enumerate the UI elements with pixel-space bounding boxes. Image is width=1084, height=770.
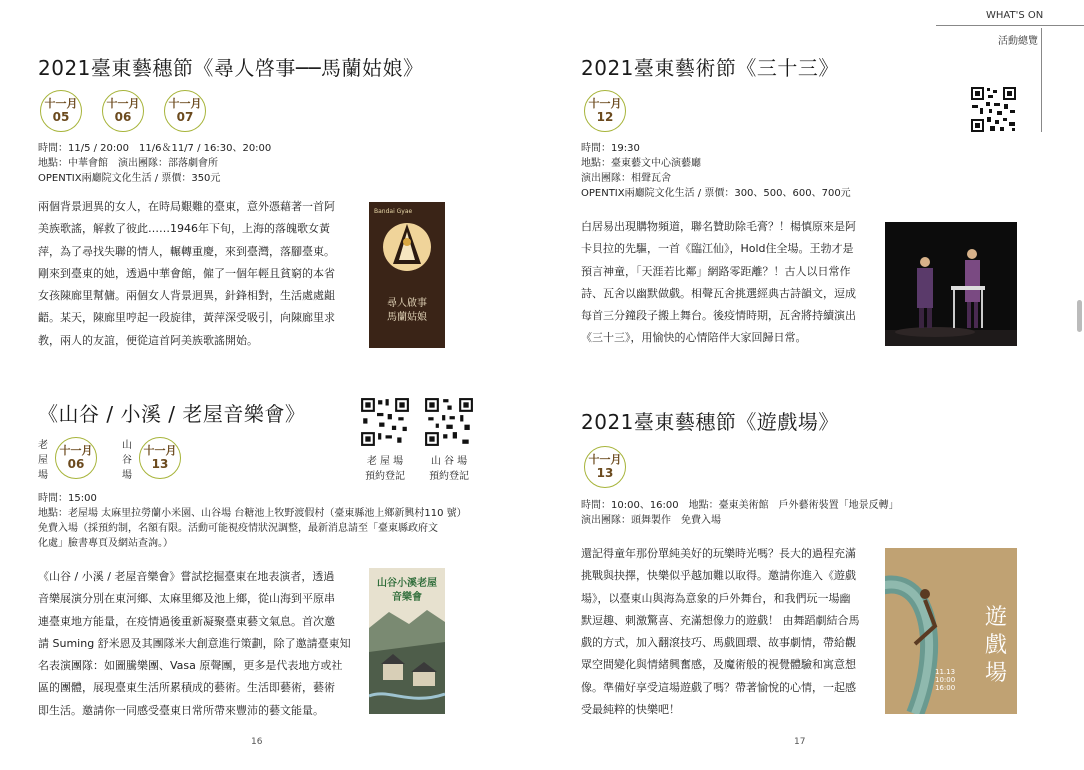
venue-label: 老 屋 場 [38, 440, 48, 481]
event-description: 兩個背景迥異的女人，在時局艱難的臺東，意外憑藉著一首阿 美族歌謠，解救了彼此……1946年下旬，上海的落魄歌女黃 萍，為了尋找失聯的情人，輾轉重慶，來到臺灣，落腳臺東。 剛來到臺東的她，透過中華會館，僱了一個年輕且貧窮的本省 女孩陳廊里幫傭。兩個女人背景迥異，針鋒相對，生活處處齟 齬。某天，陳廊里哼起一段旋律，黃萍深受吸引，向陳廊里求 教，兩人的友誼，便從這首阿美族歌謠開始。 [38, 200, 335, 347]
event-info: 時間：15:00 地點：老屋場 太麻里拉勞蘭小米園、山谷場 台糖池上牧野渡假村（臺東縣池上鄉新興村110 號） 免費入場（採預約制，名額有限。活動可能視疫情狀況調整，最新消息請至「臺東縣政府文 化處」臉書專頁及網站查詢。） [38, 493, 467, 549]
section-label: WHAT'S ON [986, 10, 1044, 21]
performers-illustration [885, 222, 1017, 346]
venue-label: 山 谷 場 [122, 440, 132, 481]
event-title: 2021臺東藝穗節《尋人啓事──馬蘭姑娘》 [38, 56, 424, 80]
qr-caption: 山 谷 場 預約登記 [429, 456, 469, 482]
stage-photo [885, 222, 1017, 346]
date-badge: 十一月 06 [55, 437, 97, 479]
event-description: 白居易出現購物頻道，聯名贊助除毛膏？！楊慎原來是阿 卡貝拉的先驅，一首《臨江仙》，Hold住全場。王勃才是 預言神童，「天涯若比鄰」網路零距離？！古人以日常作 詩、瓦舍以幽默做戲。相聲瓦舍挑選經典古詩韻文，逗成 每首三分鐘段子搬上舞台。後疫情時期，瓦舍將持續演出 《三十三》，用愉快的心情陪伴大家回歸日常。 [581, 220, 856, 345]
subsection-label: 活動總覽 [998, 36, 1038, 47]
poster-illustration [369, 202, 445, 348]
scrollbar-thumb[interactable] [1077, 300, 1082, 332]
event-title: 《山谷 / 小溪 / 老屋音樂會》 [38, 402, 306, 426]
event-info: 時間：10:00、16:00 地點：臺東美術館 戶外藝術裝置「地景反轉」 演出團隊：頭舞製作 免費入場 [581, 500, 899, 526]
event-info: 時間：11/5 / 20:00 11/6＆11/7 / 16:30、20:00 地點：中華會館 演出團隊：部落劇會所 OPENTIX兩廳院文化生活 / 票價：350元 [38, 143, 272, 184]
page-number: 16 [251, 737, 263, 747]
qr-code-icon[interactable] [424, 397, 474, 447]
date-badge: 十一月 12 [584, 90, 626, 132]
event-description: 還記得童年那份單純美好的玩樂時光嗎？長大的過程充滿 挑戰與抉擇，快樂似乎越加難以取得。邀請你進入《遊戲 場》，以臺東山與海為意象的戶外舞台，和我們玩一場幽 默逗趣、刺激驚喜、充滿想像力的遊戲！ 由舞蹈劇結合馬 戲的方式，加入翻滾技巧、馬戲圓環、故事劇情，帶給觀 眾空間變化與情緒興奮感，及魔術般的視覺體驗和寓意想 像。準備好享受這場遊戲了嗎？帶著愉悅的心情，一起感 受最純粹的快樂吧！ [581, 547, 860, 717]
date-badge: 十一月 07 [164, 90, 206, 132]
poster-illustration [369, 568, 445, 714]
poster-image-playground: 遊戲場 11.13 10:00 16:00 [885, 548, 1017, 714]
event-info: 時間：19:30 地點：臺東藝文中心演藝廳 演出團隊：相聲瓦舍 OPENTIX兩廳院文化生活 / 票價：300、500、600、700元 [581, 143, 851, 199]
date-badge: 十一月 05 [40, 90, 82, 132]
page-number: 17 [794, 737, 806, 747]
qr-code-icon[interactable] [970, 86, 1017, 133]
date-badge: 十一月 13 [139, 437, 181, 479]
date-badge: 十一月 13 [584, 446, 626, 488]
event-description: 《山谷 / 小溪 / 老屋音樂會》嘗試挖掘臺東在地表演者，透過 音樂展演分別在東河鄉、太麻里鄉及池上鄉，從山海到平原串 連臺東地方能量，在疫情過後重新凝聚臺東藝文氣息。首次邀 請 Suming 舒米恩及其團隊米大創意進行策劃，除了邀請臺東知 名表演團隊：如圖騰樂團、Vasa 原聲團，更多是代表地方或社 區的團體，展現臺東生活所累積成的藝術。生活即藝術，藝術 即生活。邀請你一同感受臺東日常所帶來豐沛的藝文能量。 [38, 570, 351, 717]
header-rule [936, 25, 1084, 26]
poster-image-concert: 山谷小溪老屋 音樂會 [369, 568, 445, 714]
date-badge: 十一月 06 [102, 90, 144, 132]
qr-caption: 老 屋 場 預約登記 [365, 456, 405, 482]
header-vertical-rule [1041, 28, 1042, 132]
event-title: 2021臺東藝穗節《遊戲場》 [581, 410, 839, 434]
poster-image-lost-person: Bandai Gyae 尋人啟事 馬蘭姑娘 [369, 202, 445, 348]
qr-code-icon[interactable] [360, 397, 410, 447]
event-title: 2021臺東藝術節《三十三》 [581, 56, 839, 80]
